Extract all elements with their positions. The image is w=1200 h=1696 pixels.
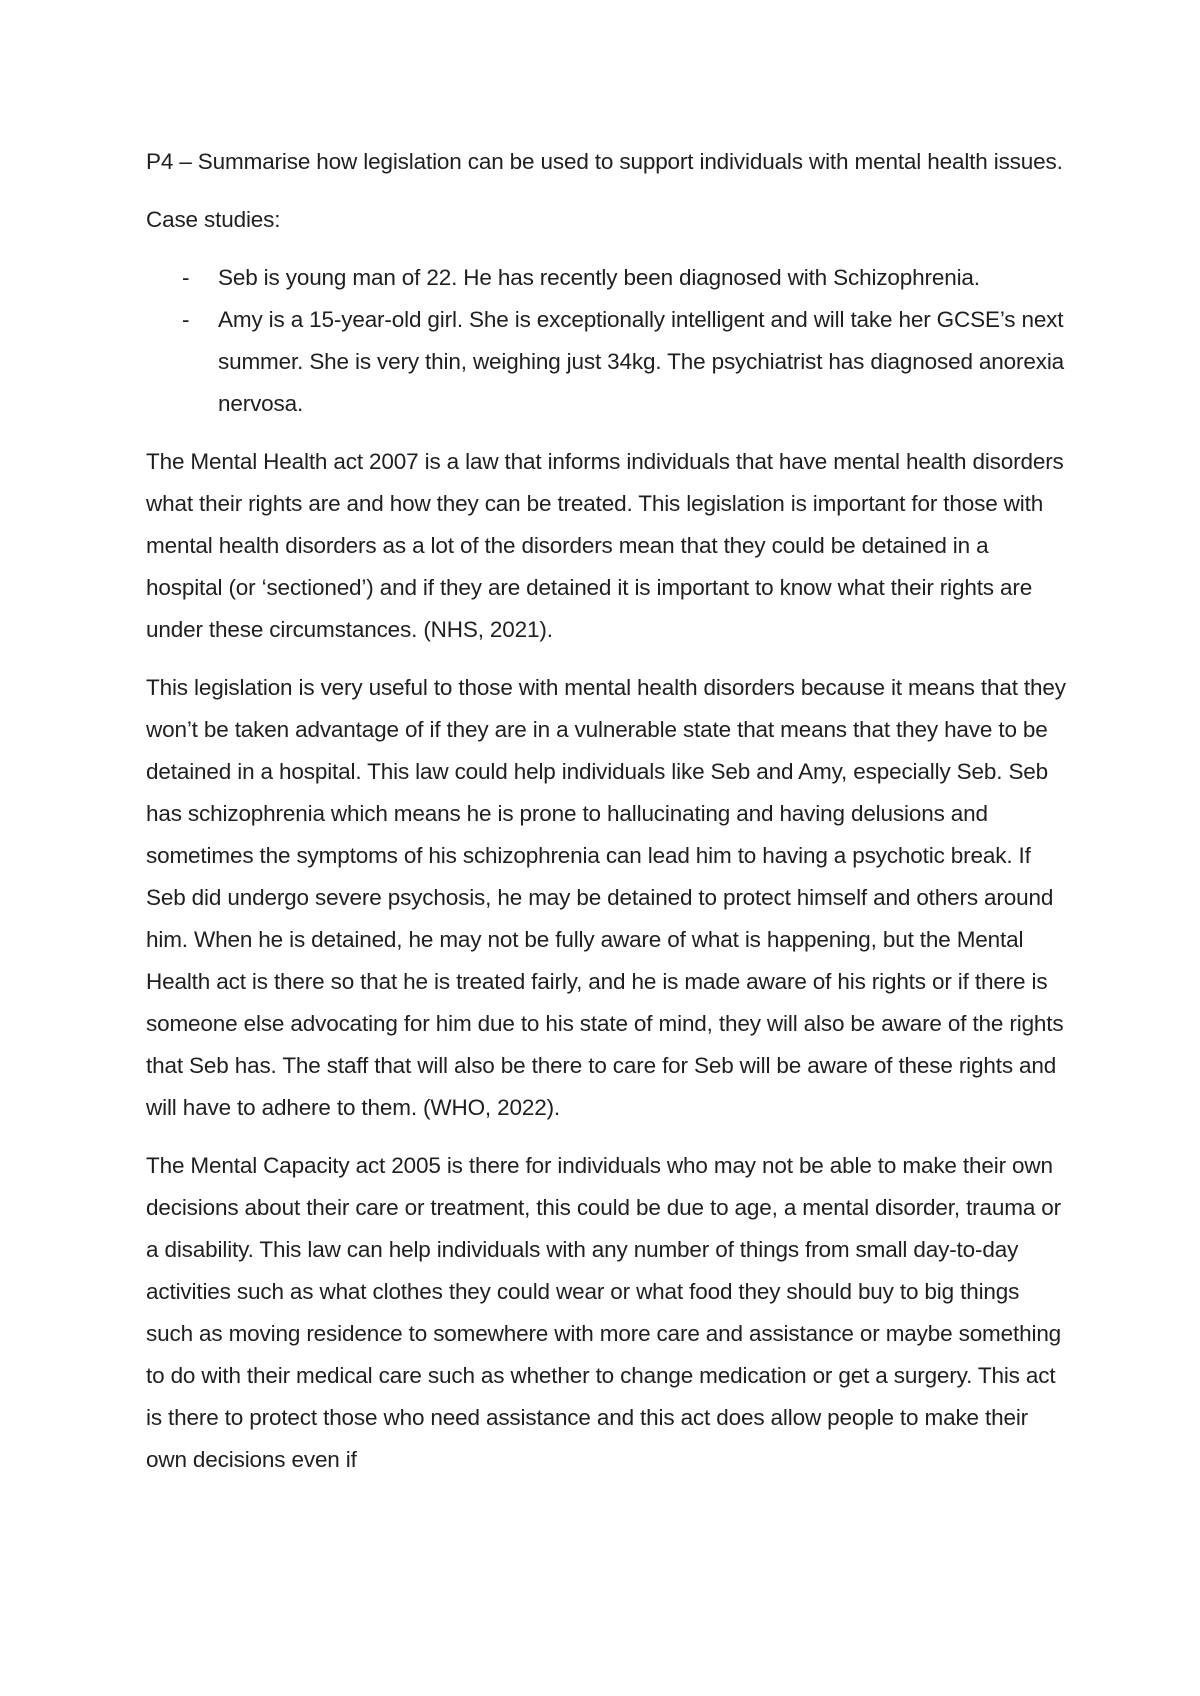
list-item — [146, 299, 1066, 425]
case-studies-list — [146, 257, 1066, 425]
paragraph-legislation-usefulness: This legislation is very useful to those with mental health disorders because it means that they won’t be taken advantage of if they are in a vulnerable state that means that they have to be detained in a hospital. This law could help individuals like Seb and Amy, especially Seb. Seb has schizophrenia which means he is prone to hallucinating and having delusions and sometimes the symptoms of his schizophrenia can lead him to having a psychotic break. If Seb did undergo severe psychosis, he may be detained to protect himself and others around him. When he is detained, he may not be fully aware of what is happening, but the Mental Health act is there so that he is treated fairly, and he is made aware of his rights or if there is someone else advocating for him due to his state of mind, they will also be aware of the rights that Seb has. The staff that will also be there to care for Seb will be aware of these rights and will have to adhere to them. (WHO, 2022). — [146, 675, 1066, 1120]
bullet-marker: - — [182, 265, 190, 290]
case-study-seb: Seb is young man of 22. He has recently been diagnosed with Schizophrenia. — [218, 265, 980, 290]
question-heading: P4 – Summarise how legislation can be used to support individuals with mental health issues. — [146, 149, 1063, 174]
case-studies-label: Case studies: — [146, 207, 281, 232]
paragraph-mental-capacity-act: The Mental Capacity act 2005 is there for individuals who may not be able to make their own decisions about their care or treatment, this could be due to age, a mental disorder, trauma or a disability. This law can help individuals with any number of things from small day-to-day activities such as what clothes they could wear or what food they should buy to big things such as moving residence to somewhere with more care and assistance or maybe something to do with their medical care such as whether to change medication or get a surgery. This act is there to protect those who need assistance and this act does allow people to make their own decisions even if — [146, 1153, 1062, 1472]
case-study-amy: Amy is a 15-year-old girl. She is exceptionally intelligent and will take her GCSE’s next summer. She is very thin, weighing just 34kg. The psychiatrist has diagnosed anorexia nervosa. — [218, 307, 1065, 416]
list-item — [146, 257, 1066, 299]
document-body — [146, 141, 1066, 1497]
bullet-marker: - — [182, 307, 190, 332]
paragraph-mental-health-act: The Mental Health act 2007 is a law that informs individuals that have mental health disorders what their rights are and how they can be treated. This legislation is important for those with mental health disorders as a lot of the disorders mean that they could be detained in a hospital (or ‘sectioned’) and if they are detained it is important to know what their rights are under these circumstances. (NHS, 2021). — [146, 449, 1064, 642]
